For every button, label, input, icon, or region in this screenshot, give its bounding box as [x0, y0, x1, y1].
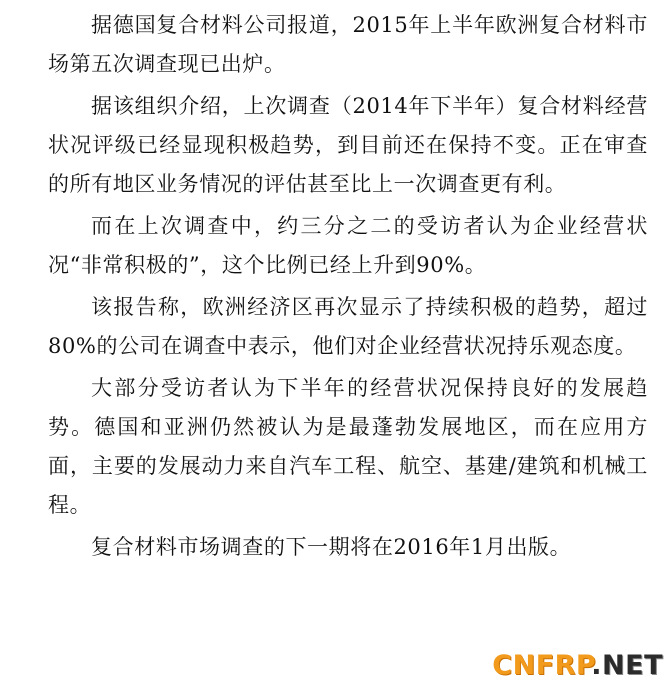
- watermark-dot: .: [591, 650, 603, 681]
- watermark-tld: NET: [602, 650, 663, 681]
- paragraph: 据德国复合材料公司报道，2015年上半年欧洲复合材料市场第五次调查现已出炉。: [48, 13, 648, 76]
- paragraph: 大部分受访者认为下半年的经营状况保持良好的发展趋势。德国和亚洲仍然被认为是最蓬勃发展地区，而在应用方面，主要的发展动力来自汽车工程、航空、基建/建筑和机械工程。: [48, 376, 648, 517]
- article-body: [48, 6, 648, 570]
- site-watermark: [492, 650, 663, 681]
- paragraph: 复合材料市场调查的下一期将在2016年1月出版。: [91, 535, 572, 559]
- watermark-brand: CNFRP: [492, 650, 592, 681]
- paragraph: 该报告称，欧洲经济区再次显示了持续积极的趋势，超过80%的公司在调查中表示，他们对企业经营状况持乐观态度。: [48, 295, 648, 358]
- paragraph: 据该组织介绍，上次调查（2014年下半年）复合材料经营状况评级已经显现积极趋势，到目前还在保持不变。正在审查的所有地区业务情况的评估甚至比上一次调查更有利。: [48, 94, 648, 196]
- paragraph: 而在上次调查中，约三分之二的受访者认为企业经营状况“非常积极的”，这个比例已经上升到90%。: [48, 214, 648, 277]
